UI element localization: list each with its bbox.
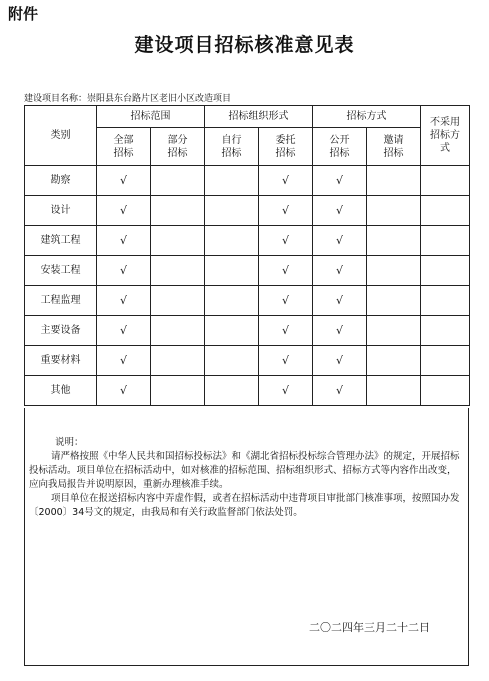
cell-invited: [367, 346, 421, 376]
header-method: 招标方式: [313, 106, 421, 128]
row-label: 设计: [25, 196, 97, 226]
header-partial: 部分招标: [151, 128, 205, 166]
header-organization: 招标组织形式: [205, 106, 313, 128]
notes-section: [24, 408, 469, 666]
cell-invited: [367, 256, 421, 286]
check-entrusted: √: [259, 346, 313, 376]
check-public: √: [313, 196, 367, 226]
cell-not-adopted: [421, 346, 470, 376]
table-row: [25, 376, 470, 406]
cell-partial: [151, 346, 205, 376]
cell-invited: [367, 376, 421, 406]
check-entrusted: √: [259, 166, 313, 196]
cell-not-adopted: [421, 316, 470, 346]
cell-invited: [367, 316, 421, 346]
row-label: 主要设备: [25, 316, 97, 346]
check-entrusted: √: [259, 226, 313, 256]
issue-date: 二〇二四年三月二十二日: [309, 621, 430, 634]
cell-self: [205, 256, 259, 286]
row-label: 工程监理: [25, 286, 97, 316]
cell-not-adopted: [421, 286, 470, 316]
header-entrusted: 委托招标: [259, 128, 313, 166]
cell-not-adopted: [421, 226, 470, 256]
check-entrusted: √: [259, 376, 313, 406]
check-public: √: [313, 316, 367, 346]
row-label: 其他: [25, 376, 97, 406]
notes-paragraph: 请严格按照《中华人民共和国招标投标法》和《湖北省招标投标综合管理办法》的规定，开展招标投标活动。项目单位在招标活动中，如对核准的招标范围、招标组织形式、招标方式等内容作出改变，应向我局报告并说明原因，重新办理核准手续。: [29, 451, 460, 490]
table-row: [25, 196, 470, 226]
check-public: √: [313, 286, 367, 316]
cell-partial: [151, 376, 205, 406]
check-public: √: [313, 256, 367, 286]
cell-self: [205, 376, 259, 406]
check-full: √: [97, 256, 151, 286]
cell-self: [205, 316, 259, 346]
cell-partial: [151, 166, 205, 196]
table-row: [25, 226, 470, 256]
check-public: √: [313, 226, 367, 256]
header-category: 类别: [25, 106, 97, 166]
table-row: [25, 256, 470, 286]
header-full: 全部招标: [97, 128, 151, 166]
check-entrusted: √: [259, 286, 313, 316]
check-public: √: [313, 376, 367, 406]
header-row-1: [25, 106, 470, 128]
cell-not-adopted: [421, 376, 470, 406]
header-public: 公开招标: [313, 128, 367, 166]
check-entrusted: √: [259, 316, 313, 346]
table-row: [25, 316, 470, 346]
check-full: √: [97, 166, 151, 196]
approval-table: [24, 105, 470, 406]
check-entrusted: √: [259, 196, 313, 226]
cell-invited: [367, 286, 421, 316]
check-full: √: [97, 316, 151, 346]
table-row: [25, 286, 470, 316]
notes-body: [29, 450, 465, 520]
table-row: [25, 346, 470, 376]
cell-not-adopted: [421, 166, 470, 196]
attachment-label: 附件: [8, 5, 39, 23]
cell-partial: [151, 256, 205, 286]
row-label: 安装工程: [25, 256, 97, 286]
header-invited: 邀请招标: [367, 128, 421, 166]
row-label: 建筑工程: [25, 226, 97, 256]
check-entrusted: √: [259, 256, 313, 286]
header-self: 自行招标: [205, 128, 259, 166]
cell-self: [205, 286, 259, 316]
header-scope: 招标范围: [97, 106, 205, 128]
cell-self: [205, 226, 259, 256]
cell-partial: [151, 226, 205, 256]
check-full: √: [97, 346, 151, 376]
check-full: √: [97, 196, 151, 226]
cell-self: [205, 166, 259, 196]
check-public: √: [313, 166, 367, 196]
check-full: √: [97, 376, 151, 406]
header-not-adopted: 不采用招标方式: [421, 106, 470, 166]
notes-paragraph: 项目单位在报送招标内容中弄虚作假，或者在招标活动中违背项目审批部门核准事项，按照国办发〔2000〕34号文的规定，由我局和有关行政监督部门依法处罚。: [29, 493, 460, 518]
cell-not-adopted: [421, 256, 470, 286]
notes-label: 说明：: [55, 437, 84, 448]
page-title: 建设项目招标核准意见表: [134, 34, 355, 56]
check-full: √: [97, 286, 151, 316]
cell-invited: [367, 226, 421, 256]
row-label: 重要材料: [25, 346, 97, 376]
cell-partial: [151, 316, 205, 346]
table-row: [25, 166, 470, 196]
cell-not-adopted: [421, 196, 470, 226]
row-label: 勘察: [25, 166, 97, 196]
cell-self: [205, 196, 259, 226]
cell-partial: [151, 286, 205, 316]
check-full: √: [97, 226, 151, 256]
check-public: √: [313, 346, 367, 376]
cell-invited: [367, 196, 421, 226]
cell-partial: [151, 196, 205, 226]
project-name: 建设项目名称：崇阳县东台路片区老旧小区改造项目: [24, 94, 232, 104]
cell-self: [205, 346, 259, 376]
cell-invited: [367, 166, 421, 196]
